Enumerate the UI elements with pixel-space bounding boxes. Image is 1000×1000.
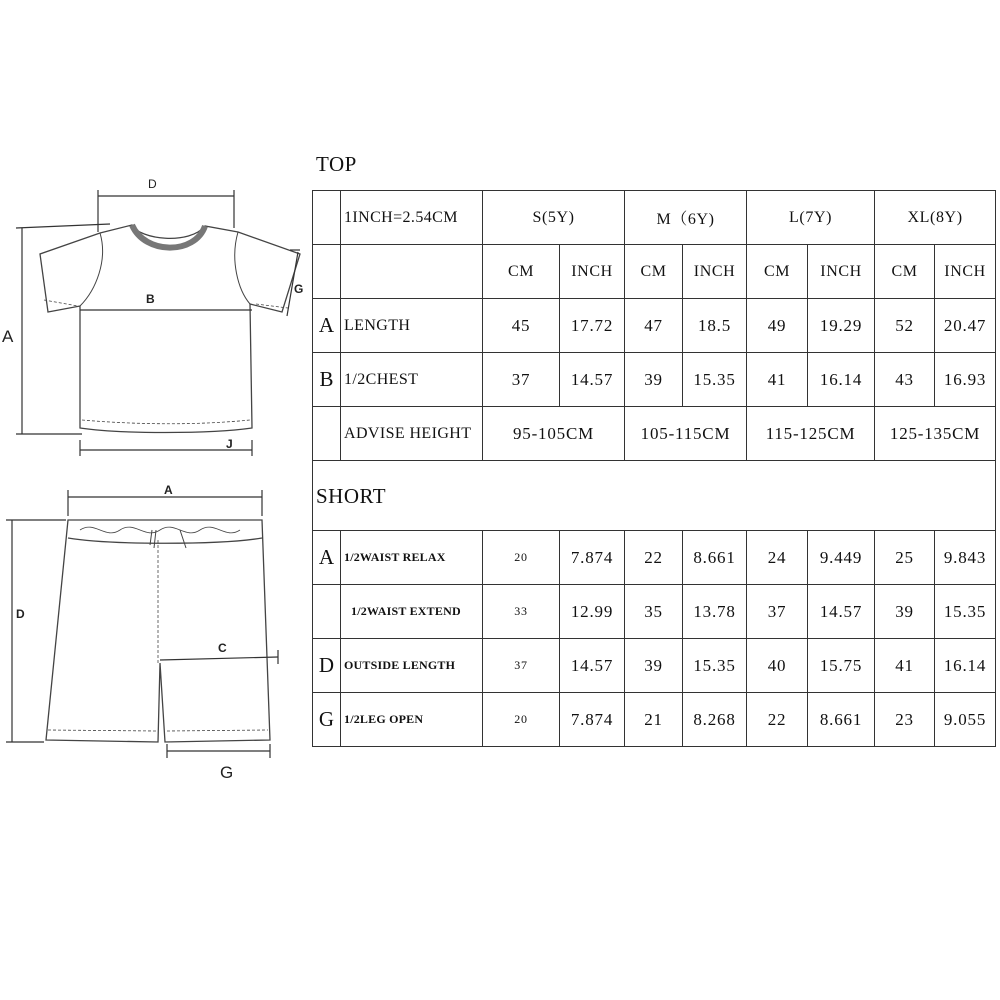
value-cell: 37 (747, 585, 808, 639)
value-cell: 20 (483, 693, 560, 747)
value-cell: 15.35 (683, 639, 747, 693)
value-cell: 37 (483, 353, 560, 407)
unit-cm: CM (483, 245, 560, 299)
value-cell: 22 (747, 693, 808, 747)
value-cell: 7.874 (560, 693, 625, 747)
value-cell: 23 (875, 693, 935, 747)
value-cell: 43 (875, 353, 935, 407)
short-size-table (312, 530, 996, 747)
advise-height-value: 125-135CM (875, 407, 996, 461)
tshirt-label-a: A (2, 327, 14, 346)
table-row (313, 693, 996, 747)
short-section-title: SHORT (316, 484, 387, 508)
unit-inch: INCH (560, 245, 625, 299)
table-row (313, 353, 996, 407)
value-cell: 9.449 (808, 531, 875, 585)
unit-cm: CM (747, 245, 808, 299)
value-cell: 20 (483, 531, 560, 585)
value-cell: 16.14 (935, 639, 996, 693)
tshirt-drawing (40, 225, 300, 433)
table-row (313, 531, 996, 585)
value-cell: 17.72 (560, 299, 625, 353)
shorts-label-a: A (164, 483, 173, 497)
advise-height-value: 105-115CM (625, 407, 747, 461)
value-cell: 8.661 (808, 693, 875, 747)
value-cell: 19.29 (808, 299, 875, 353)
size-header: M（6Y) (625, 191, 747, 245)
value-cell: 35 (625, 585, 683, 639)
value-cell: 24 (747, 531, 808, 585)
value-cell: 33 (483, 585, 560, 639)
value-cell: 39 (625, 639, 683, 693)
advise-height-value: 95-105CM (483, 407, 625, 461)
value-cell: 21 (625, 693, 683, 747)
value-cell: 13.78 (683, 585, 747, 639)
value-cell: 16.14 (808, 353, 875, 407)
value-cell: 9.843 (935, 531, 996, 585)
unit-cm: CM (875, 245, 935, 299)
advise-height-value: 115-125CM (747, 407, 875, 461)
tshirt-label-g: G (294, 282, 304, 296)
value-cell: 39 (625, 353, 683, 407)
unit-inch: INCH (808, 245, 875, 299)
value-cell: 14.57 (808, 585, 875, 639)
value-cell: 15.35 (683, 353, 747, 407)
row-letter: A (313, 299, 341, 353)
value-cell: 39 (875, 585, 935, 639)
tshirt-measure-lines (16, 190, 300, 456)
shorts-measure-lines (6, 490, 278, 758)
row-letter: A (313, 531, 341, 585)
value-cell: 12.99 (560, 585, 625, 639)
unit-cm: CM (625, 245, 683, 299)
advise-height-label: ADVISE HEIGHT (341, 407, 483, 461)
value-cell: 7.874 (560, 531, 625, 585)
row-label: 1/2WAIST RELAX (341, 531, 483, 585)
row-label: LENGTH (341, 299, 483, 353)
row-label: OUTSIDE LENGTH (341, 639, 483, 693)
row-letter: G (313, 693, 341, 747)
value-cell: 8.268 (683, 693, 747, 747)
tshirt-label-j: J (226, 437, 233, 451)
value-cell: 9.055 (935, 693, 996, 747)
value-cell: 15.75 (808, 639, 875, 693)
top-size-table (312, 190, 996, 461)
shorts-label-c: C (218, 641, 227, 655)
value-cell: 45 (483, 299, 560, 353)
row-letter: D (313, 639, 341, 693)
tshirt-label-b: B (146, 292, 155, 306)
value-cell: 8.661 (683, 531, 747, 585)
advise-height-row (313, 407, 996, 461)
value-cell: 25 (875, 531, 935, 585)
value-cell: 52 (875, 299, 935, 353)
corner-cell (313, 191, 341, 245)
value-cell: 41 (875, 639, 935, 693)
value-cell: 49 (747, 299, 808, 353)
row-letter (313, 585, 341, 639)
value-cell: 14.57 (560, 639, 625, 693)
table-row (313, 639, 996, 693)
shorts-drawing (46, 520, 270, 742)
tshirt-label-d: D (148, 177, 157, 191)
top-unit-header-row (313, 245, 996, 299)
value-cell: 16.93 (935, 353, 996, 407)
table-row (313, 299, 996, 353)
row-label: 1/2WAIST EXTEND (341, 585, 483, 639)
value-cell: 15.35 (935, 585, 996, 639)
conversion-note: 1INCH=2.54CM (341, 191, 483, 245)
shorts-label-g: G (220, 763, 234, 782)
size-header: S(5Y) (483, 191, 625, 245)
table-row (313, 585, 996, 639)
size-header: XL(8Y) (875, 191, 996, 245)
top-section-title: TOP (316, 152, 357, 176)
value-cell: 47 (625, 299, 683, 353)
unit-inch: INCH (683, 245, 747, 299)
value-cell: 20.47 (935, 299, 996, 353)
row-label: 1/2LEG OPEN (341, 693, 483, 747)
value-cell: 37 (483, 639, 560, 693)
value-cell: 22 (625, 531, 683, 585)
row-label: 1/2CHEST (341, 353, 483, 407)
unit-inch: INCH (935, 245, 996, 299)
value-cell: 41 (747, 353, 808, 407)
size-header: L(7Y) (747, 191, 875, 245)
row-letter: B (313, 353, 341, 407)
section-spacer (312, 460, 996, 530)
top-size-header-row (313, 191, 996, 245)
value-cell: 18.5 (683, 299, 747, 353)
value-cell: 40 (747, 639, 808, 693)
shorts-label-d: D (16, 607, 25, 621)
value-cell: 14.57 (560, 353, 625, 407)
